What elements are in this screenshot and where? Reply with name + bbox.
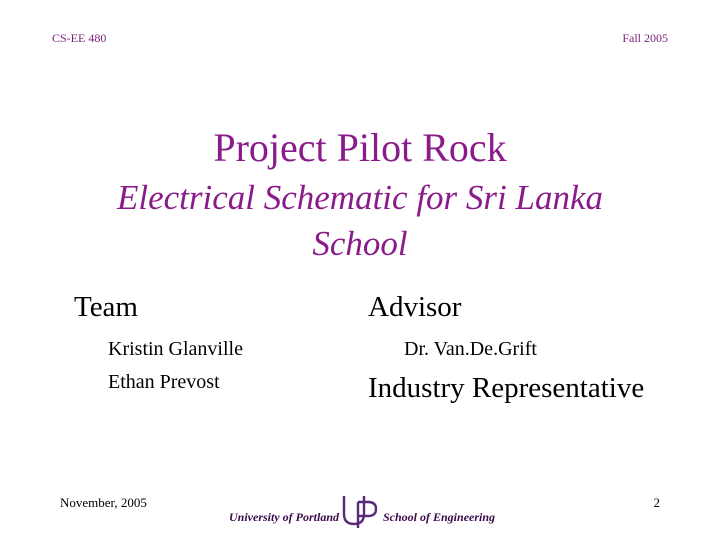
university-logo-text: University of Portland <box>229 510 339 524</box>
slide-title: Project Pilot Rock <box>213 125 507 170</box>
advisor-heading: Advisor <box>368 291 462 323</box>
team-member-2: Ethan Prevost <box>108 371 220 393</box>
course-label: CS-EE 480 <box>52 31 107 45</box>
team-member-1: Kristin Glanville <box>108 338 243 360</box>
page-number: 2 <box>653 495 660 510</box>
up-logo-icon <box>340 490 380 530</box>
school-logo-text: School of Engineering <box>383 510 496 524</box>
slide-subtitle-line2: School <box>312 224 408 263</box>
team-heading: Team <box>74 291 138 323</box>
term-label: Fall 2005 <box>622 31 668 45</box>
footer-date: November, 2005 <box>60 495 147 510</box>
advisor-name: Dr. Van.De.Grift <box>404 338 537 360</box>
slide-subtitle-line1: Electrical Schematic for Sri Lanka <box>116 178 604 217</box>
industry-heading: Industry Representative <box>368 372 645 404</box>
